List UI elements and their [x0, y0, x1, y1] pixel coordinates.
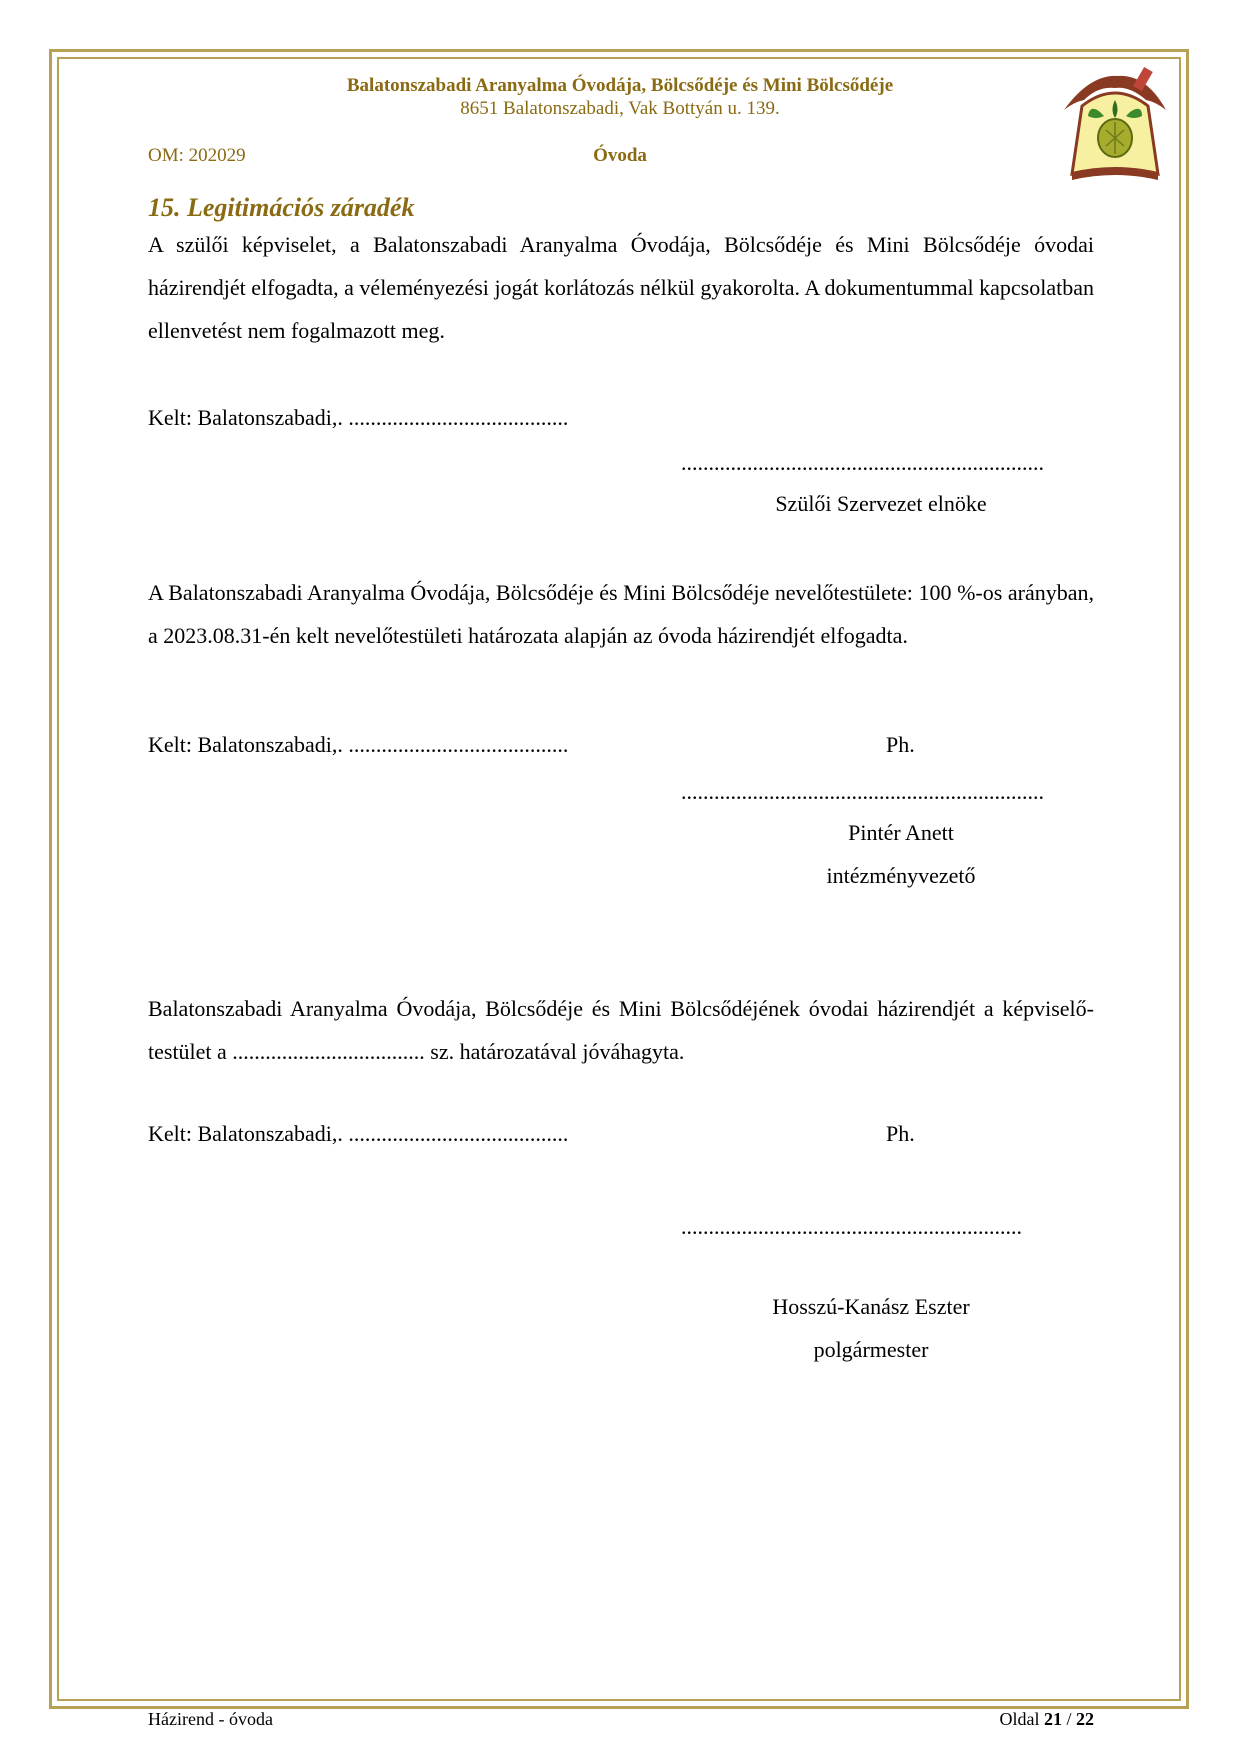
signer-title: polgármester [813, 1337, 929, 1362]
date-place-line: Kelt: Balatonszabadi,. ........................................ [148, 405, 569, 430]
page-current: 21 [1043, 1709, 1062, 1729]
parent-approval-paragraph: A szülői képviselet, a Balatonszabadi Aranyalma Óvodája, Bölcsődéje és Mini Bölcsődéje óvodai házirendjét elfogadta, a véleményezési jogát korlátozás nélkül gyakorolta. A dokumentummal kapcsolatban ellenvetést nem fogalmazott meg. [148, 232, 1094, 343]
date-place-line: Kelt: Balatonszabadi,. ........................................ [148, 732, 569, 757]
om-number: OM: 202029 [148, 145, 246, 166]
page-separator: / [1066, 1709, 1072, 1729]
signer-title: Szülői Szervezet elnöke [775, 491, 987, 516]
kindergarten-logo-icon [1060, 66, 1170, 184]
footer-page-number [999, 1709, 1094, 1730]
institution-name: Balatonszabadi Aranyalma Óvodája, Bölcsődéje és Mini Bölcsődéje [346, 75, 894, 96]
stamp-placeholder: Ph. [886, 1121, 915, 1146]
signature-line: .................................................................. [681, 779, 1044, 804]
staff-approval-paragraph: A Balatonszabadi Aranyalma Óvodája, Bölcsődéje és Mini Bölcsődéje nevelőtestülete: 100 %-os arányban, a 2023.08.31-én kelt nevelőtestületi határozata alapján az óvoda házirendjét elfogadta. [148, 580, 1094, 648]
section-heading: 15. Legitimációs záradék [148, 193, 415, 222]
section-label: Óvoda [593, 145, 647, 166]
council-approval-paragraph: Balatonszabadi Aranyalma Óvodája, Bölcsődéje és Mini Bölcsődéjének óvodai házirendjét a képviselő-testület a ................................... sz. határozatával jóváhagyta. [148, 996, 1094, 1064]
signer-title: intézményvezető [826, 863, 976, 888]
stamp-placeholder: Ph. [886, 732, 915, 757]
signer-name: Pintér Anett [848, 820, 954, 845]
signature-line: .............................................................. [681, 1214, 1022, 1239]
date-place-line: Kelt: Balatonszabadi,. ........................................ [148, 1121, 569, 1146]
signature-line: .................................................................. [681, 450, 1044, 475]
page-total: 22 [1076, 1709, 1094, 1729]
signer-name: Hosszú-Kanász Eszter [772, 1294, 970, 1319]
page-prefix: Oldal [999, 1709, 1040, 1729]
footer-document-name: Házirend - óvoda [148, 1709, 273, 1729]
institution-address: 8651 Balatonszabadi, Vak Bottyán u. 139. [460, 98, 780, 119]
